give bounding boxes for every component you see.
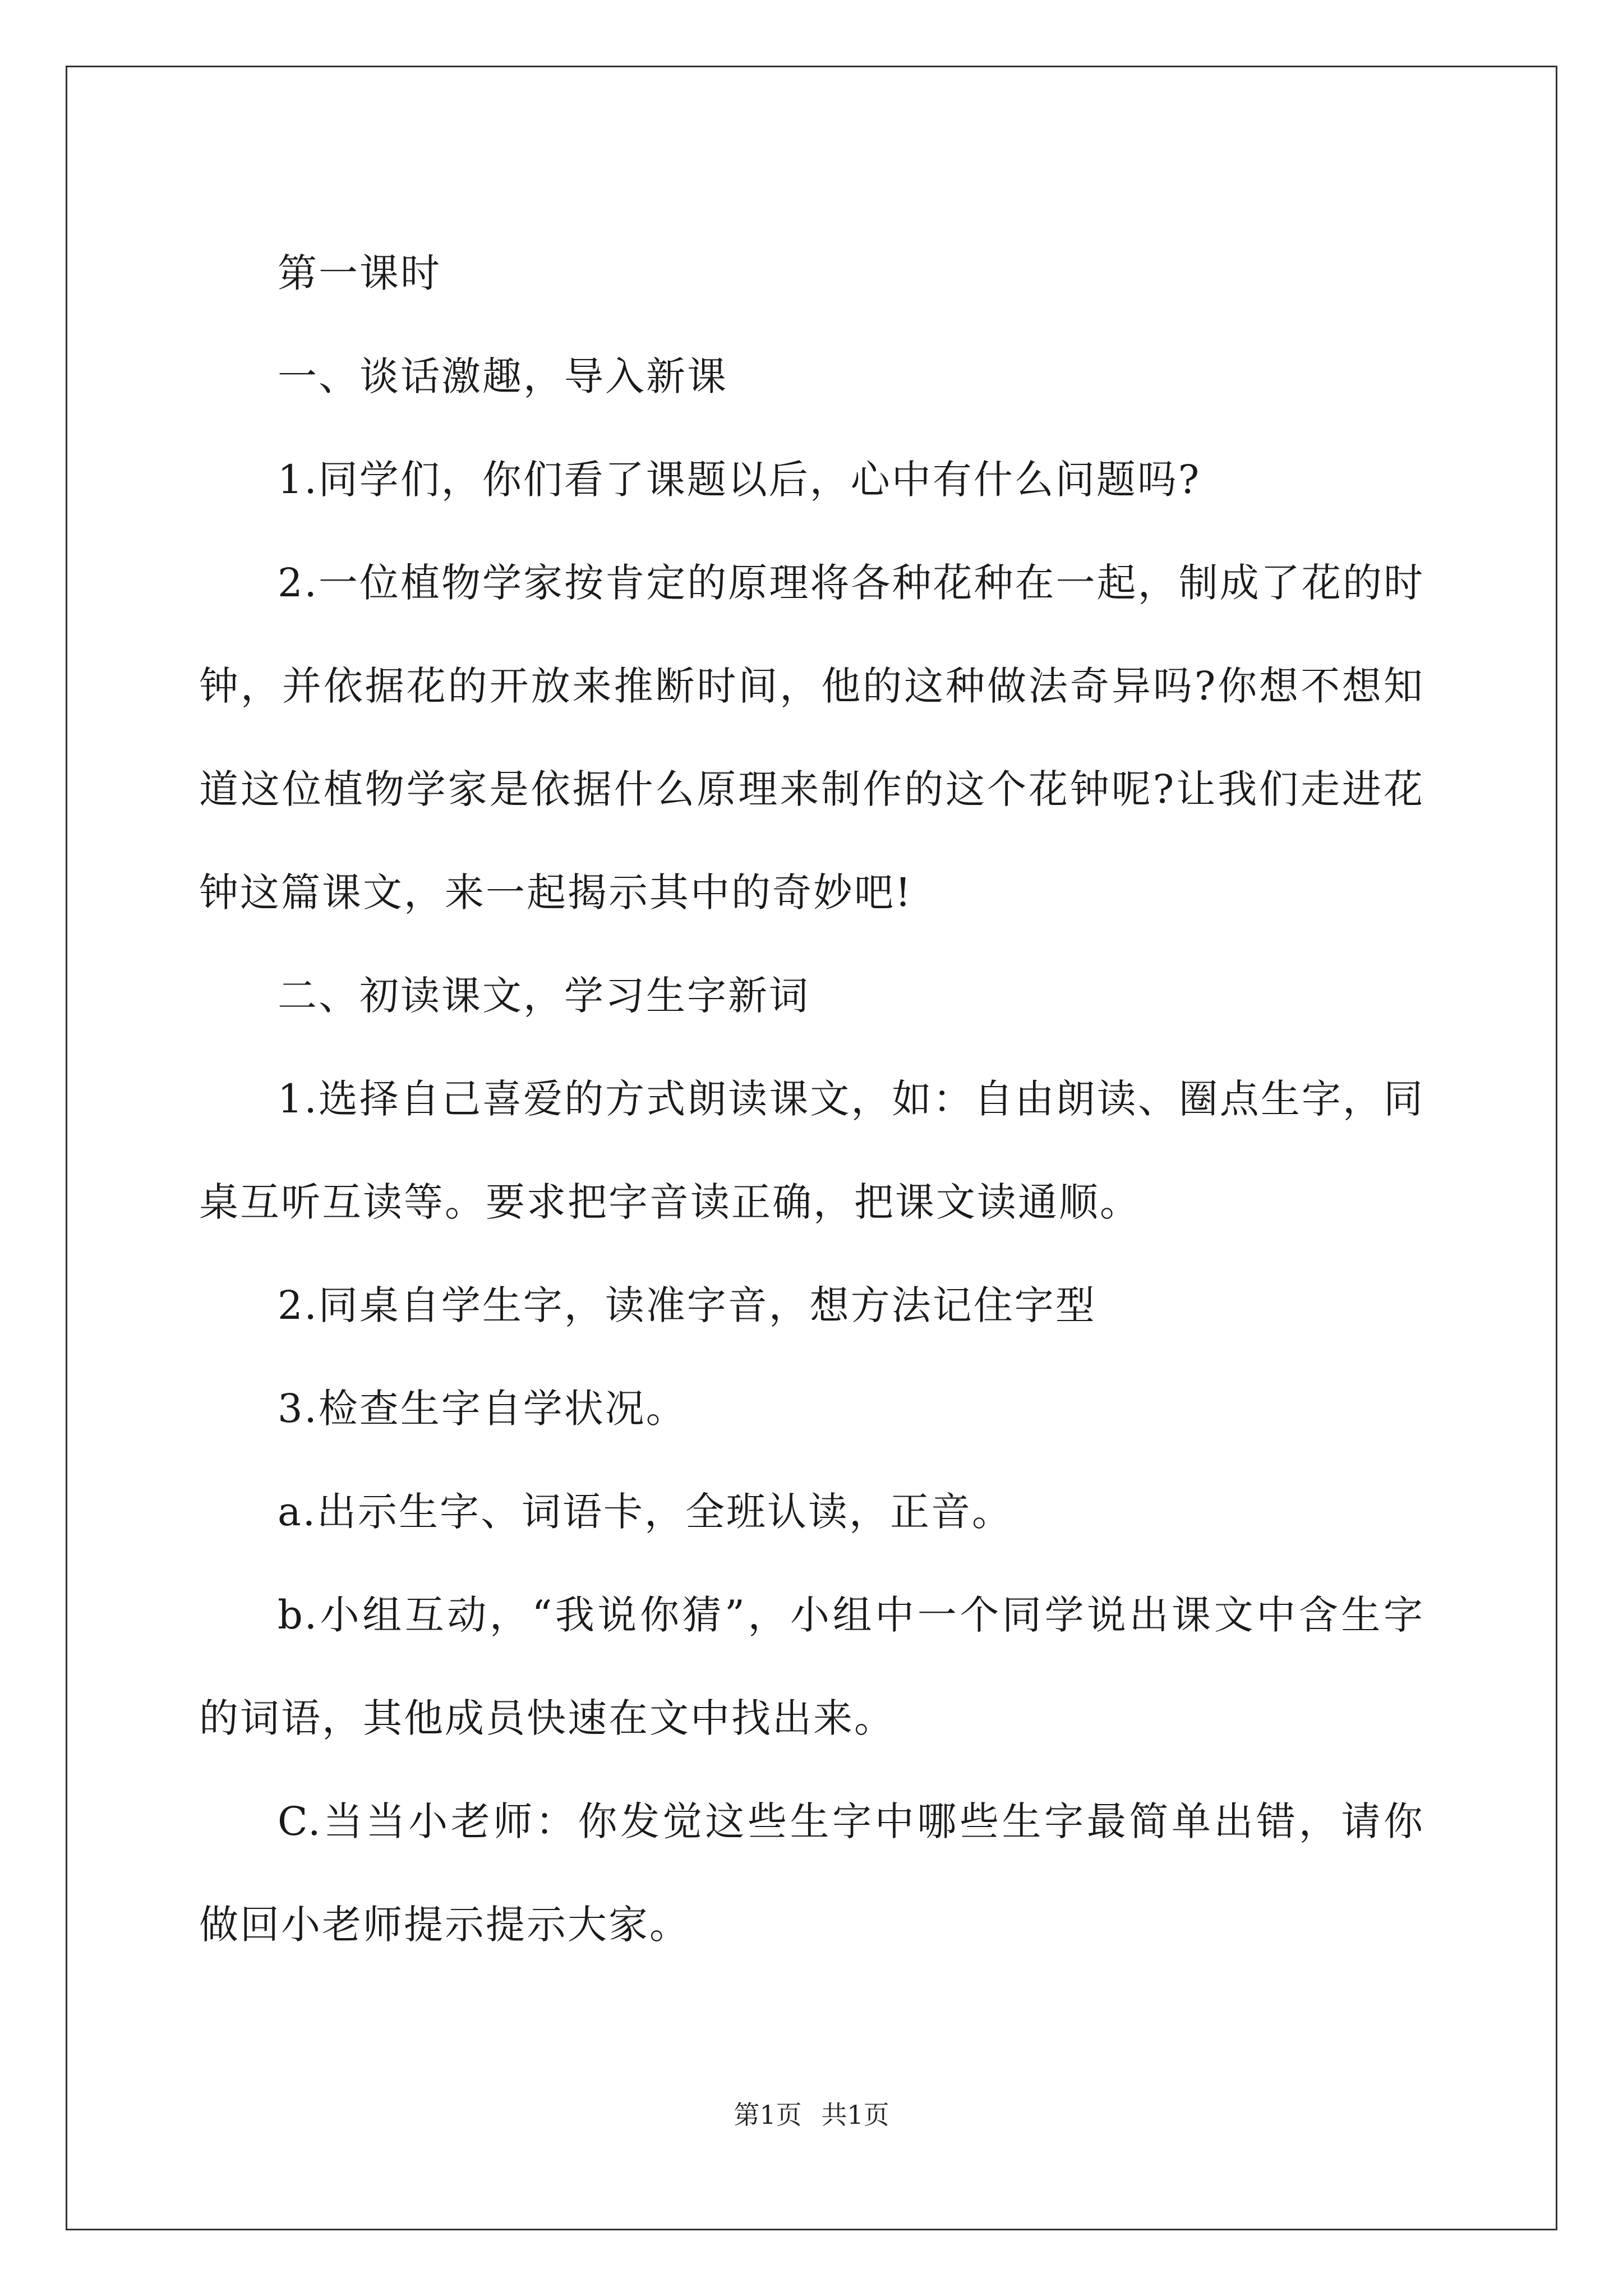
lesson-heading: 第一课时 (278, 250, 441, 296)
paragraph: 2.同桌自学生字，读准字音，想方法记住字型 (278, 1282, 1096, 1328)
page-footer (0, 2098, 1623, 2132)
section-heading-1: 一、谈话激趣，导入新课 (278, 353, 728, 399)
page-count: 共1页 (821, 2100, 889, 2130)
document-body (199, 222, 1424, 1976)
page-number: 第1页 (734, 2100, 802, 2130)
paragraph: C.当当小老师：你发觉这些生字中哪些生字最简单出错，请你做回小老师提示提示大家。 (199, 1798, 1424, 1948)
paragraph: a.出示生字、词语卡，全班认读，正音。 (278, 1489, 1013, 1535)
paragraph: 3.检查生字自学状况。 (278, 1386, 687, 1432)
paragraph: 1.选择自己喜爱的方式朗读课文，如：自由朗读、圈点生字，同桌互听互读等。要求把字音读正确，把课文读通顺。 (199, 1076, 1424, 1225)
paragraph: b.小组互动，“我说你猜”，小组中一个同学说出课文中含生字的词语，其他成员快速在文中找出来。 (199, 1592, 1424, 1741)
paragraph: 2.一位植物学家按肯定的原理将各种花种在一起，制成了花的时钟，并依据花的开放来推断时间，他的这种做法奇异吗?你想不想知道这位植物学家是依据什么原理来制作的这个花钟呢?让我们走进花钟这篇课文，来一起揭示其中的奇妙吧! (199, 560, 1424, 915)
paragraph: 1.同学们，你们看了课题以后，心中有什么问题吗? (278, 457, 1201, 503)
section-heading-2: 二、初读课文，学习生字新词 (278, 973, 810, 1019)
